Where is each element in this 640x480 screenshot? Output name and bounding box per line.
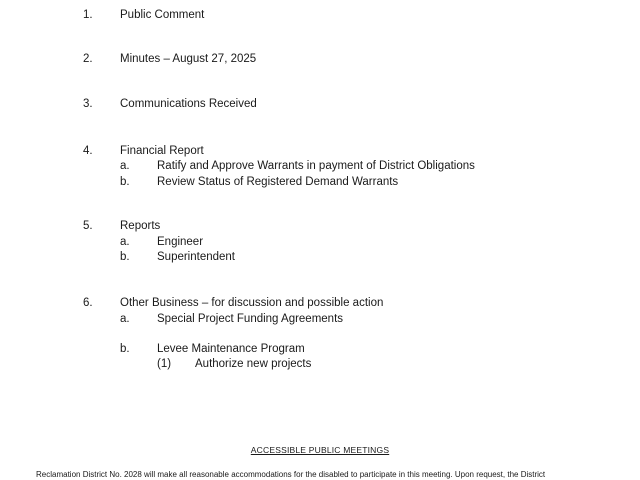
agenda-item-number: 4. <box>83 145 93 157</box>
agenda-item-number: 1. <box>83 9 93 21</box>
accessible-meetings-text: Reclamation District No. 2028 will make all reasonable accommodations for the disabled to participate in this meeting. Upon request, the District <box>36 470 546 479</box>
agenda-item-title: Minutes – August 27, 2025 <box>120 53 257 65</box>
agenda-item-title: Other Business – for discussion and possible action <box>120 297 384 309</box>
agenda-subitem-letter: b. <box>120 343 130 355</box>
agenda-item-number: 5. <box>83 220 93 232</box>
accessible-meetings-heading: ACCESSIBLE PUBLIC MEETINGS <box>250 445 390 455</box>
agenda-subsubitem-number: (1) <box>157 358 172 370</box>
agenda-item-number: 3. <box>83 98 93 110</box>
agenda-item-number: 6. <box>83 297 93 309</box>
agenda-item-title: Public Comment <box>120 9 205 21</box>
agenda-subitem-letter: a. <box>120 160 130 172</box>
agenda-subitem-letter: a. <box>120 236 130 248</box>
agenda-subitem-letter: b. <box>120 176 130 188</box>
agenda-subitem-text: Superintendent <box>157 251 236 263</box>
agenda-item-title: Reports <box>120 220 161 232</box>
agenda-item-title: Communications Received <box>120 98 257 110</box>
agenda-subsubitem-text: Authorize new projects <box>195 358 312 370</box>
agenda-subitem-letter: b. <box>120 251 130 263</box>
agenda-item-title: Financial Report <box>120 145 204 157</box>
agenda-subitem-letter: a. <box>120 313 130 325</box>
agenda-subitem-text: Engineer <box>157 236 204 248</box>
agenda-subitem-text: Ratify and Approve Warrants in payment of District Obligations <box>157 160 475 172</box>
agenda-subitem-text: Review Status of Registered Demand Warrants <box>157 176 399 188</box>
agenda-subitem-text: Levee Maintenance Program <box>157 343 305 355</box>
agenda-item-number: 2. <box>83 53 93 65</box>
agenda-subitem-text: Special Project Funding Agreements <box>157 313 344 325</box>
